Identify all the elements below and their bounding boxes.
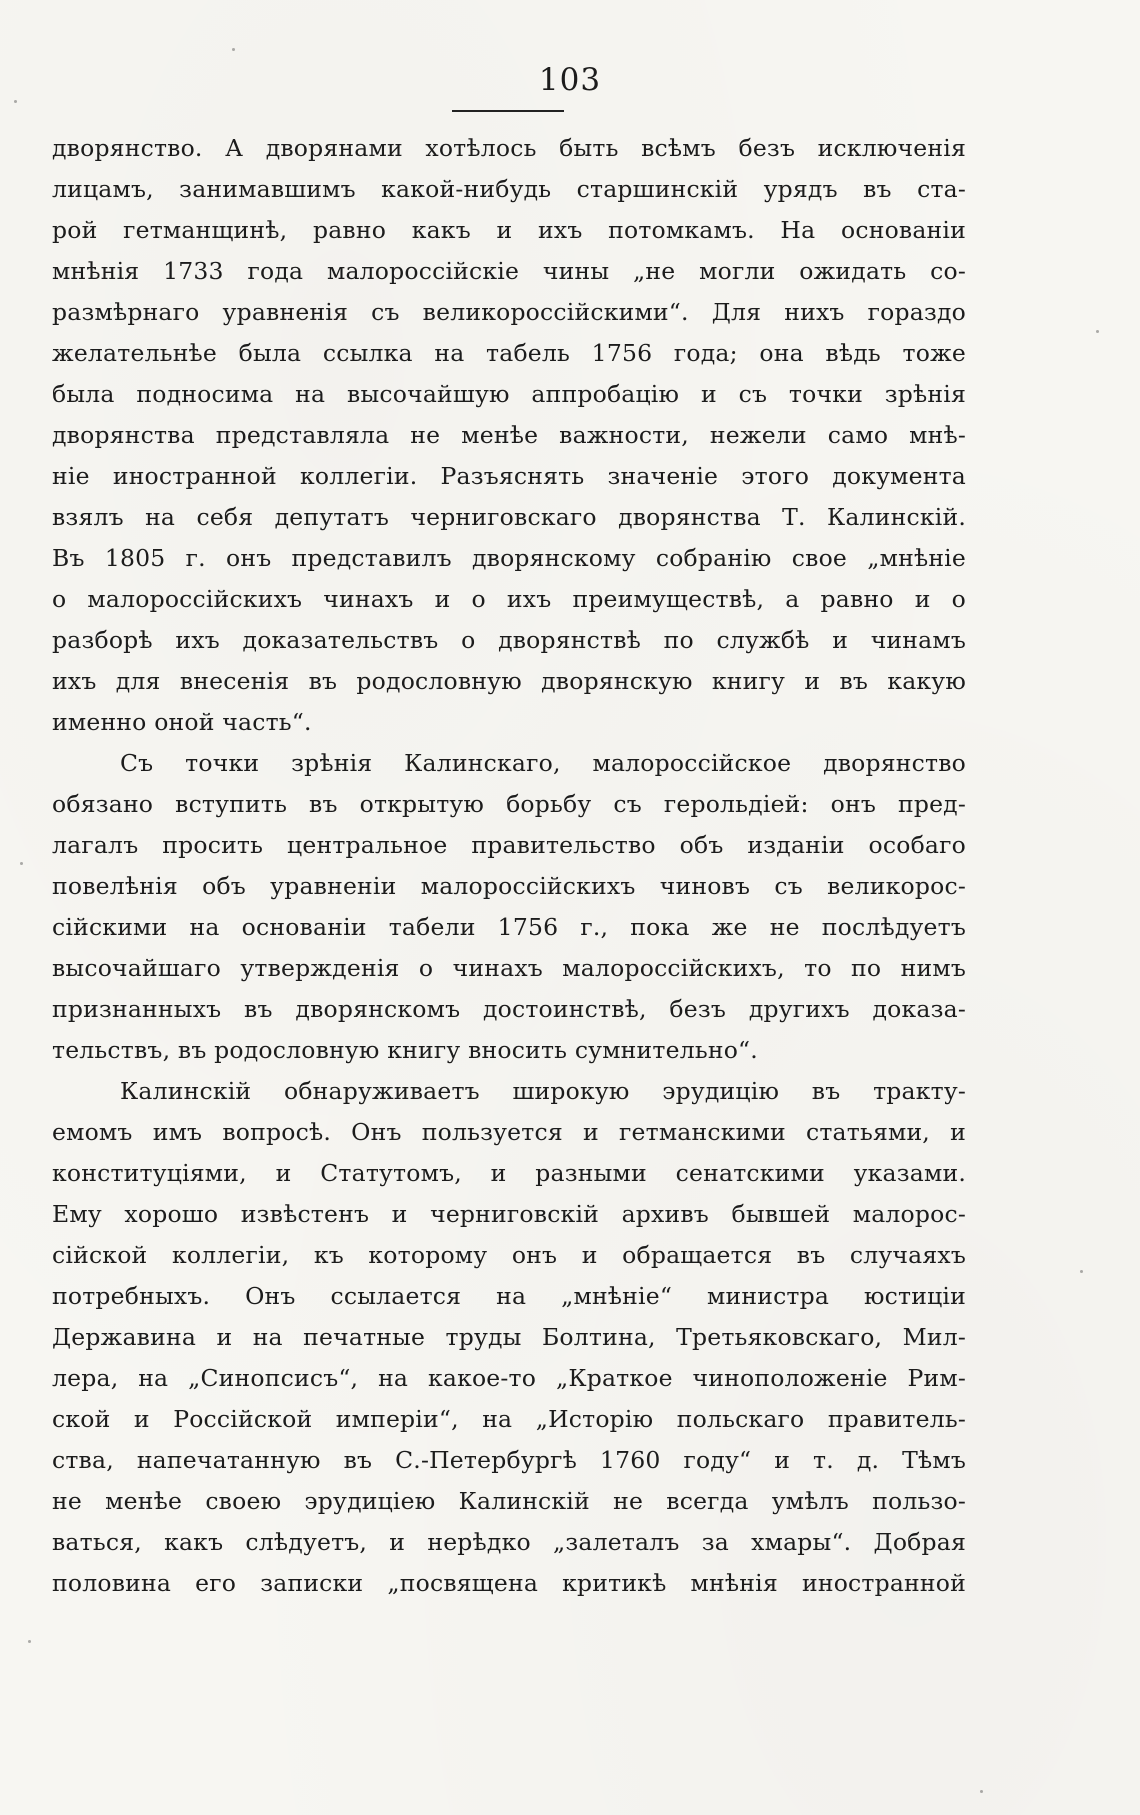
scan-speck [28, 1640, 31, 1643]
text-line: Ему хорошо извѣстенъ и черниговскій архивъ бывшей малорос- [52, 1200, 966, 1228]
text-line: Съ точки зрѣнія Калинскаго, малороссійское дворянство [120, 749, 966, 777]
text-line: половина его записки „посвящена критикѣ мнѣнія иностранной [52, 1569, 966, 1597]
text-line: о малороссійскихъ чинахъ и о ихъ преимуществѣ, а равно и о [52, 585, 966, 613]
text-line: конституціями, и Статутомъ, и разными сенатскими указами. [52, 1159, 966, 1187]
text-line: лицамъ, занимавшимъ какой-нибудь старшинскій урядъ въ ста- [52, 175, 966, 203]
text-line: сійской коллегіи, къ которому онъ и обращается въ случаяхъ [52, 1241, 966, 1269]
text-line: дворянство. А дворянами хотѣлось быть всѣмъ безъ исключенія [52, 134, 966, 162]
text-line: Калинскій обнаруживаетъ широкую эрудицію въ тракту- [120, 1077, 966, 1105]
text-line: именно оной часть“. [52, 708, 312, 736]
text-line: признанныхъ въ дворянскомъ достоинствѣ, безъ другихъ доказа- [52, 995, 966, 1023]
scan-speck [232, 48, 235, 51]
text-line: емомъ имъ вопросѣ. Онъ пользуется и гетманскими статьями, и [52, 1118, 966, 1146]
text-line: лера, на „Синопсисъ“, на какое-то „Краткое чиноположеніе Рим- [52, 1364, 966, 1392]
text-line: Державина и на печатные труды Болтина, Третьяковскаго, Мил- [52, 1323, 966, 1351]
text-line: обязано вступить въ открытую борьбу съ герольдіей: онъ пред- [52, 790, 966, 818]
text-line: лагалъ просить центральное правительство объ изданіи особаго [52, 831, 966, 859]
text-line: Въ 1805 г. онъ представилъ дворянскому собранію свое „мнѣніе [52, 544, 966, 572]
text-line: не менѣе своею эрудиціею Калинскій не всегда умѣлъ пользо- [52, 1487, 966, 1515]
text-line: была подносима на высочайшую аппробацію и съ точки зрѣнія [52, 380, 966, 408]
text-line: ской и Россійской имперіи“, на „Исторію польскаго правитель- [52, 1405, 966, 1433]
text-line: желательнѣе была ссылка на табель 1756 года; она вѣдь тоже [52, 339, 966, 367]
text-line: повелѣнія объ уравненіи малороссійскихъ чиновъ съ великорос- [52, 872, 966, 900]
text-line: тельствъ, въ родословную книгу вносить сумнительно“. [52, 1036, 758, 1064]
scan-speck [1080, 1270, 1083, 1273]
text-line: потребныхъ. Онъ ссылается на „мнѣніе“ министра юстиціи [52, 1282, 966, 1310]
paragraph-3 [52, 1071, 966, 1604]
scan-speck [20, 862, 23, 865]
text-line: разборѣ ихъ доказательствъ о дворянствѣ по службѣ и чинамъ [52, 626, 966, 654]
paragraph-1 [52, 128, 966, 743]
scan-speck [980, 1790, 983, 1793]
text-line: взялъ на себя депутатъ черниговскаго дворянства Т. Калинскій. [52, 503, 966, 531]
text-line: размѣрнаго уравненія съ великороссійскими“. Для нихъ гораздо [52, 298, 966, 326]
page-number: 103 [538, 62, 602, 98]
body-text [52, 128, 966, 1604]
text-line: рой гетманщинѣ, равно какъ и ихъ потомкамъ. На основаніи [52, 216, 966, 244]
text-line: дворянства представляла не менѣе важности, нежели само мнѣ- [52, 421, 966, 449]
paragraph-2 [52, 743, 966, 1071]
text-line: ства, напечатанную въ С.-Петербургѣ 1760 году“ и т. д. Тѣмъ [52, 1446, 966, 1474]
scan-speck [14, 100, 17, 103]
page-number-rule [452, 110, 564, 112]
text-line: ихъ для внесенія въ родословную дворянскую книгу и въ какую [52, 667, 966, 695]
text-line: сійскими на основаніи табели 1756 г., пока же не послѣдуетъ [52, 913, 966, 941]
text-line: высочайшаго утвержденія о чинахъ малороссійскихъ, то по нимъ [52, 954, 966, 982]
text-line: ніе иностранной коллегіи. Разъяснять значеніе этого документа [52, 462, 966, 490]
text-line: ваться, какъ слѣдуетъ, и нерѣдко „залеталъ за хмары“. Добрая [52, 1528, 966, 1556]
text-line: мнѣнія 1733 года малороссійскіе чины „не могли ожидать со- [52, 257, 966, 285]
scan-speck [1096, 330, 1099, 333]
